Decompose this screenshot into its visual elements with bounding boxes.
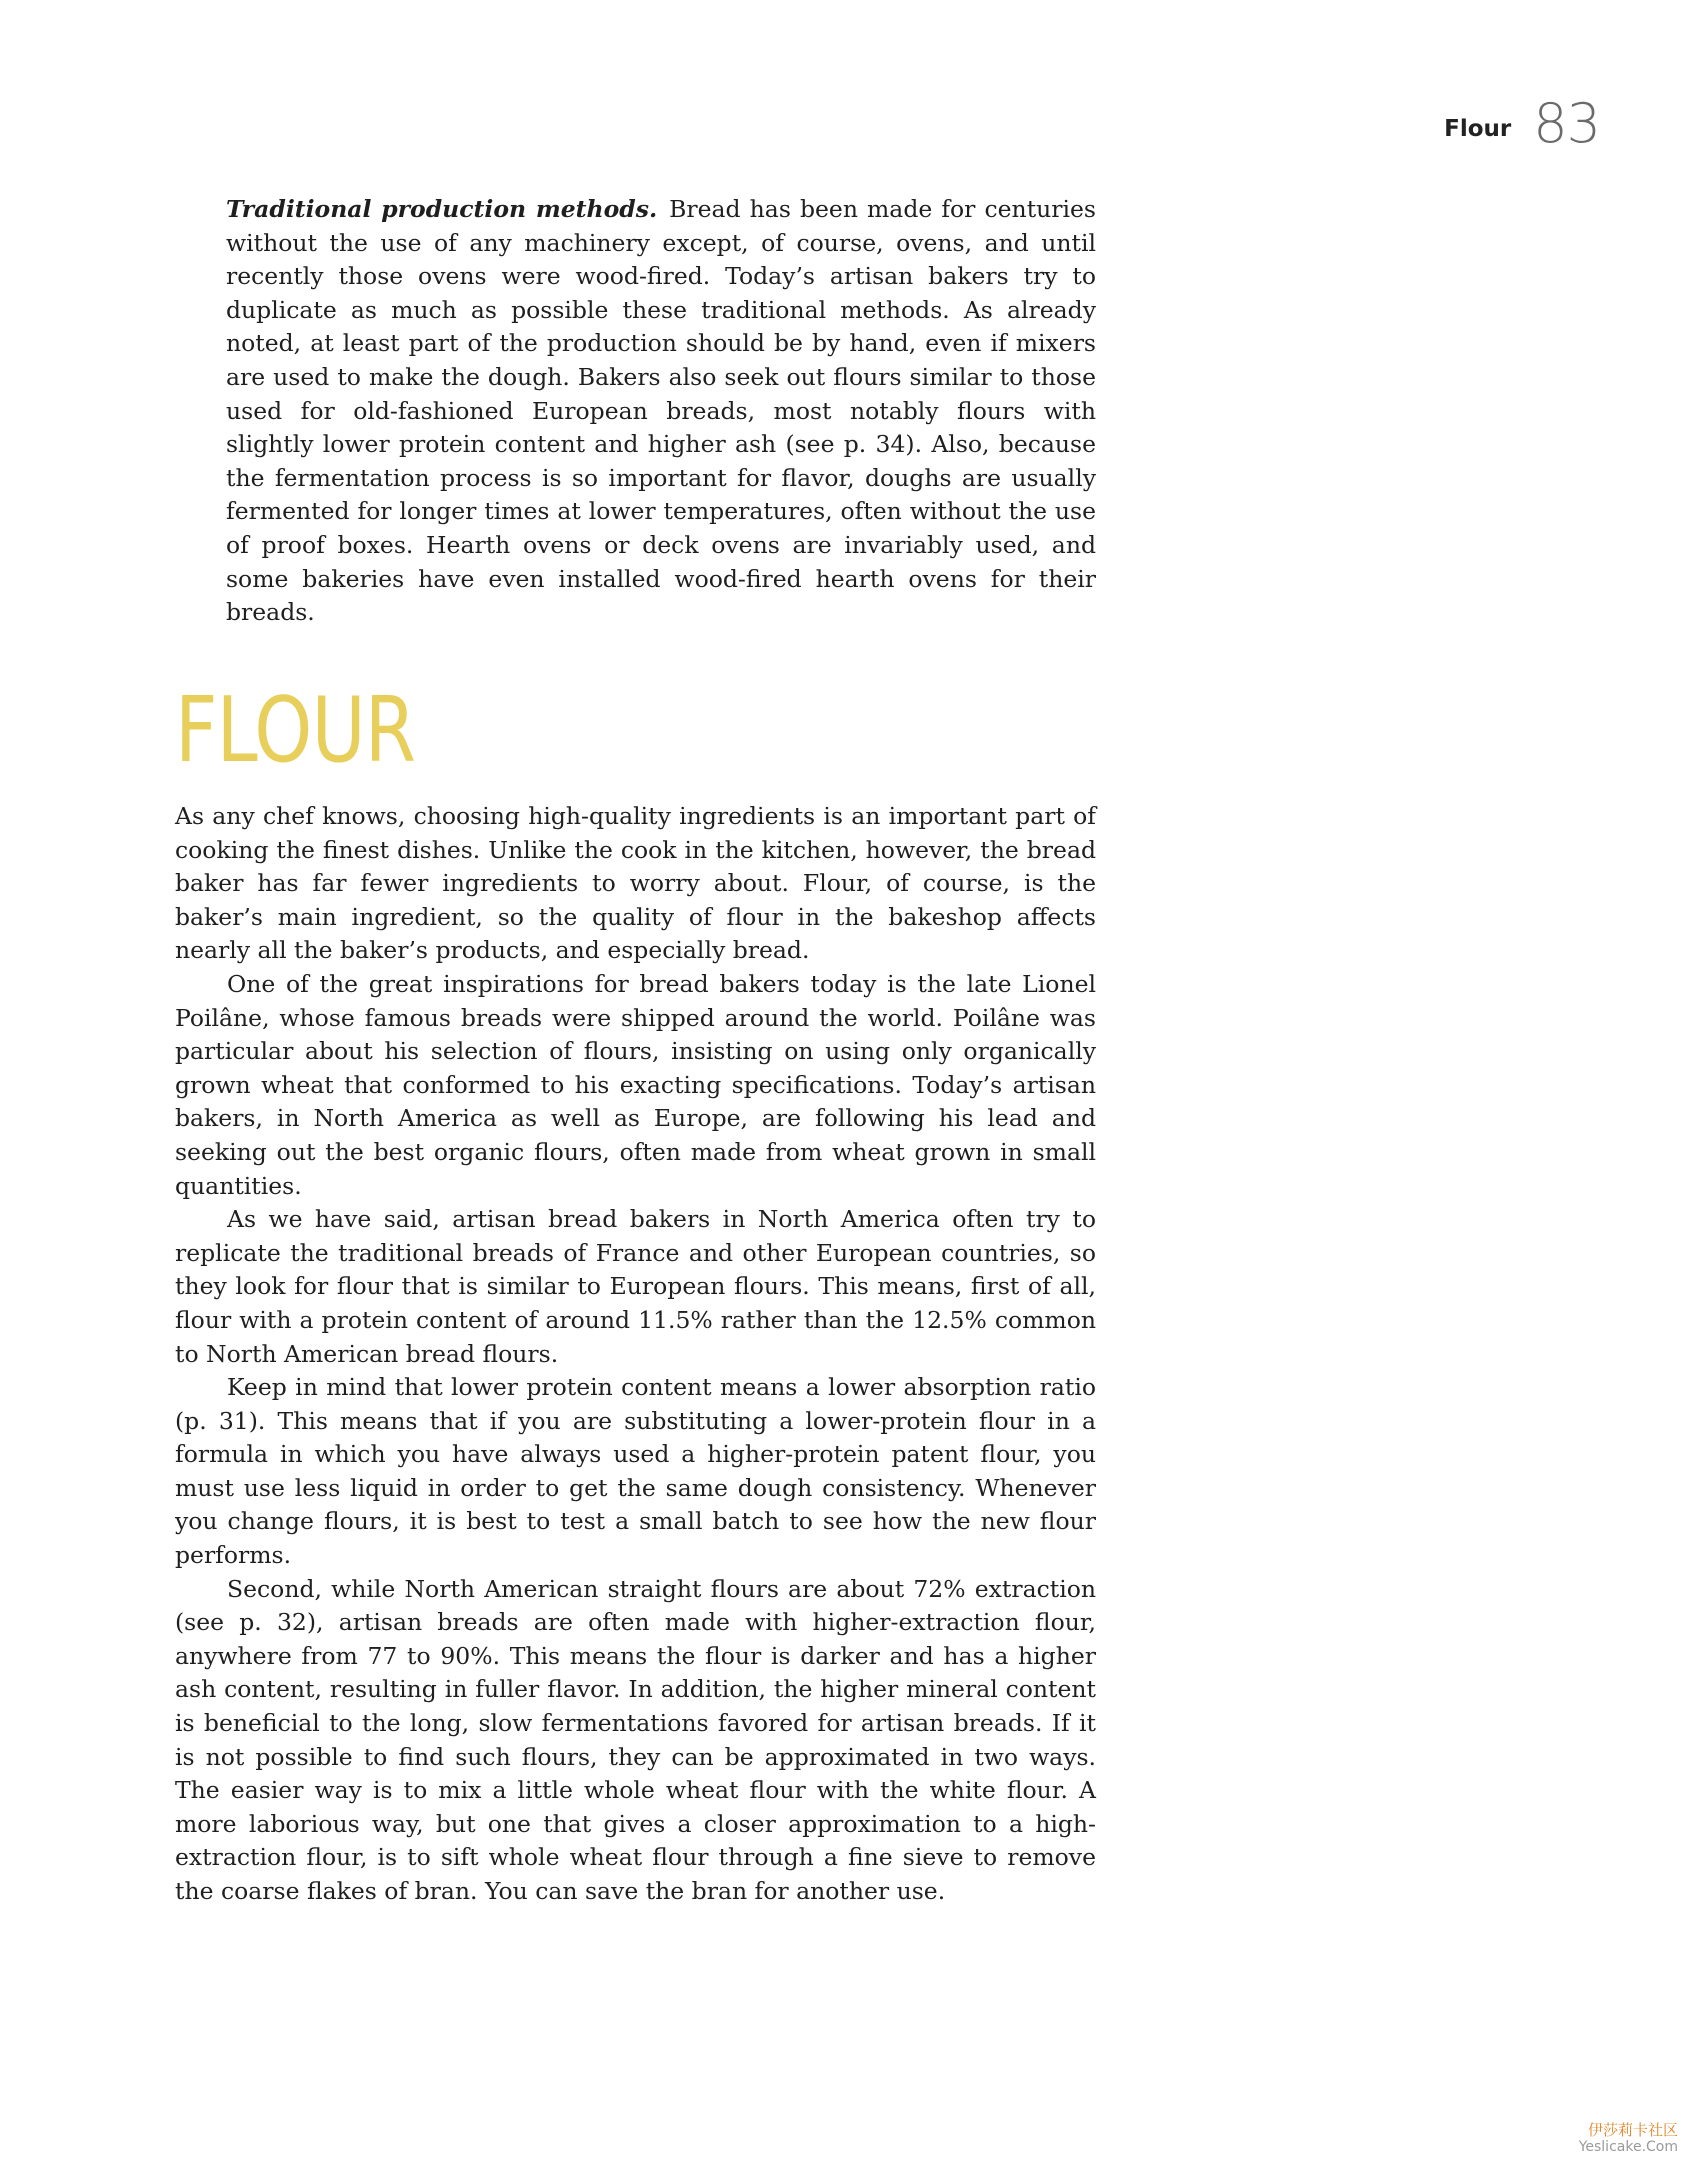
running-header xyxy=(1444,92,1600,155)
subsection-heading: Traditional production methods. xyxy=(226,195,658,223)
page-number: 83 xyxy=(1533,92,1600,155)
watermark xyxy=(1579,2122,1678,2155)
watermark-site: Yeslicake.Com xyxy=(1578,2139,1678,2156)
section-title: FLOUR xyxy=(175,678,416,783)
body-paragraph: Keep in mind that lower protein content means a lower absorption ratio (p. 31). This means that if you are substituting a lower-protein flour in a formula in which you have always used a higher-protein patent flour, you must use less liquid in order to get the same dough consistency. Whenever you change flours, it is best to test a small batch to see how the new flour performs. xyxy=(175,1373,1096,1570)
subsection-text: Bread has been made for centuries without the use of any machinery except, of course, ovens, and until recently those ovens were wood-fired. Today’s artisan bakers try to duplicate as much as possible these traditional methods. As already noted, at least part of the production should be by hand, even if mixers are used to make the dough. Bakers also seek out flours similar to those used for old-fashioned European breads, most notably flours with slightly lower protein content and higher ash (see p. 34). Also, because the fermentation process is so important for flavor, doughs are usually fermented for longer times at lower temperatures, often without the use of proof boxes. Hearth ovens or deck ovens are invariably used, and some bakeries have even installed wood-fired hearth ovens for their breads. xyxy=(226,195,1096,627)
subsection-paragraph xyxy=(226,193,1096,630)
body-paragraph: As any chef knows, choosing high-quality ingredients is an important part of cooking the finest dishes. Unlike the cook in the kitchen, however, the bread baker has far fewer ingredients to worry about. Flour, of course, is the baker’s main ingredient, so the quality of flour in the bakeshop affects nearly all the baker’s products, and especially bread. xyxy=(175,802,1096,965)
body-paragraph: Second, while North American straight flours are about 72% extraction (see p. 32), artisan breads are often made with higher-extraction flour, anywhere from 77 to 90%. This means the flour is darker and has a higher ash content, resulting in fuller flavor. In addition, the higher mineral content is beneficial to the long, slow fermentations favored for artisan breads. If it is not possible to find such flours, they can be approximated in two ways. The easier way is to mix a little whole wheat flour with the white flour. A more laborious way, but one that gives a closer approximation to a high-extraction flour, is to sift whole wheat flour through a fine sieve to remove the coarse flakes of bran. You can save the bran for another use. xyxy=(175,1574,1096,1905)
running-header-section: Flour xyxy=(1444,116,1512,142)
body-paragraph: As we have said, artisan bread bakers in North America often try to replicate the traditional breads of France and other European countries, so they look for flour that is similar to European flours. This means, first of all, flour with a protein content of around 11.5% rather than the 12.5% common to North American bread flours. xyxy=(175,1205,1096,1368)
body-paragraph: One of the great inspirations for bread bakers today is the late Lionel Poilâne, whose famous breads were shipped around the world. Poilâne was particular about his selection of flours, insisting on using only organically grown wheat that conformed to his exacting specifications. Today’s artisan bakers, in North America as well as Europe, are following his lead and seeking out the best organic flours, often made from wheat grown in small quantities. xyxy=(175,969,1096,1200)
watermark-chinese: 伊莎莉卡社区 xyxy=(1587,2121,1678,2139)
section-body xyxy=(175,800,1096,1909)
